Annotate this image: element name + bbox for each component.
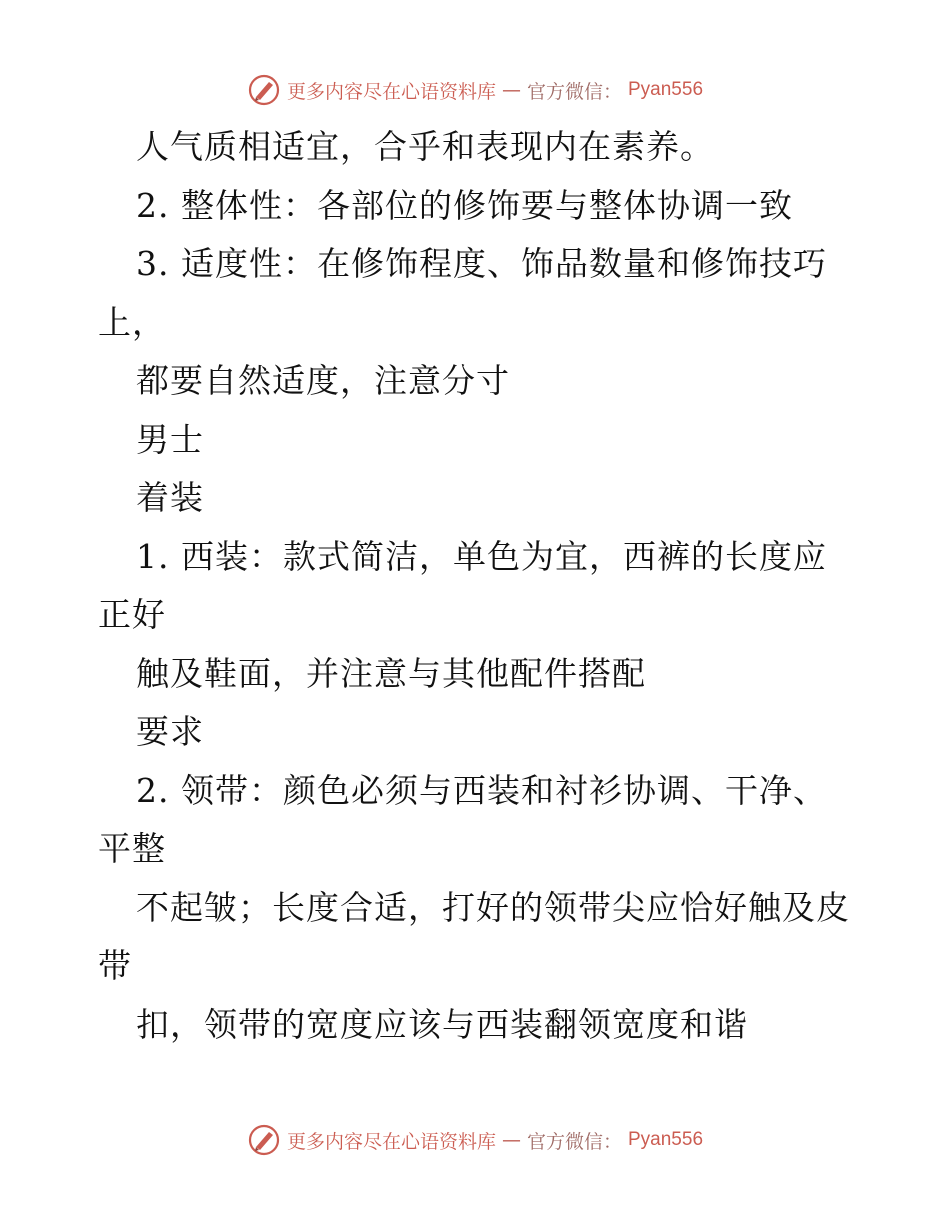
- text-line: 平整: [98, 829, 166, 868]
- text-line: 2. 领带：颜色必须与西装和衬衫协调、干净、: [136, 770, 827, 810]
- banner-separator: —: [501, 1129, 521, 1151]
- banner-wechat-id: Pyan556: [628, 1129, 704, 1150]
- text-line: 要求: [136, 712, 204, 751]
- text-line: 上，: [98, 302, 166, 342]
- banner-wechat-label: 官方微信：: [526, 80, 622, 103]
- text-line: 人气质相适宜，合乎和表现内在素养。: [136, 127, 714, 166]
- text-line: 正好: [98, 595, 166, 634]
- text-line: 不起皱；长度合适，打好的领带尖应恰好触及皮: [136, 887, 850, 927]
- banner-wechat-id: Pyan556: [628, 79, 704, 100]
- text-line: 触及鞋面，并注意与其他配件搭配: [136, 653, 646, 693]
- text-line: 男士: [136, 419, 204, 459]
- text-line: 带: [98, 946, 132, 985]
- pen-logo-icon: [247, 73, 281, 107]
- watermark-banner-top: [0, 70, 950, 110]
- banner-separator: —: [501, 79, 521, 101]
- banner-text: 更多内容尽在心语资料库: [286, 80, 496, 103]
- banner-wechat-label: 官方微信：: [526, 1130, 622, 1153]
- document-body: [98, 118, 878, 1054]
- text-line: 1. 西装：款式简洁，单色为宜，西裤的长度应: [136, 536, 827, 576]
- watermark-banner-bottom: [0, 1120, 950, 1160]
- text-line: 2. 整体性：各部位的修饰要与整体协调一致: [136, 185, 793, 225]
- text-line: 扣，领带的宽度应该与西装翻领宽度和谐: [136, 1004, 748, 1044]
- banner-text: 更多内容尽在心语资料库: [286, 1130, 496, 1153]
- text-line: 3. 适度性：在修饰程度、饰品数量和修饰技巧: [136, 244, 827, 283]
- text-line: 着装: [136, 478, 204, 517]
- text-line: 都要自然适度，注意分寸: [136, 361, 510, 400]
- pen-logo-icon: [247, 1123, 281, 1157]
